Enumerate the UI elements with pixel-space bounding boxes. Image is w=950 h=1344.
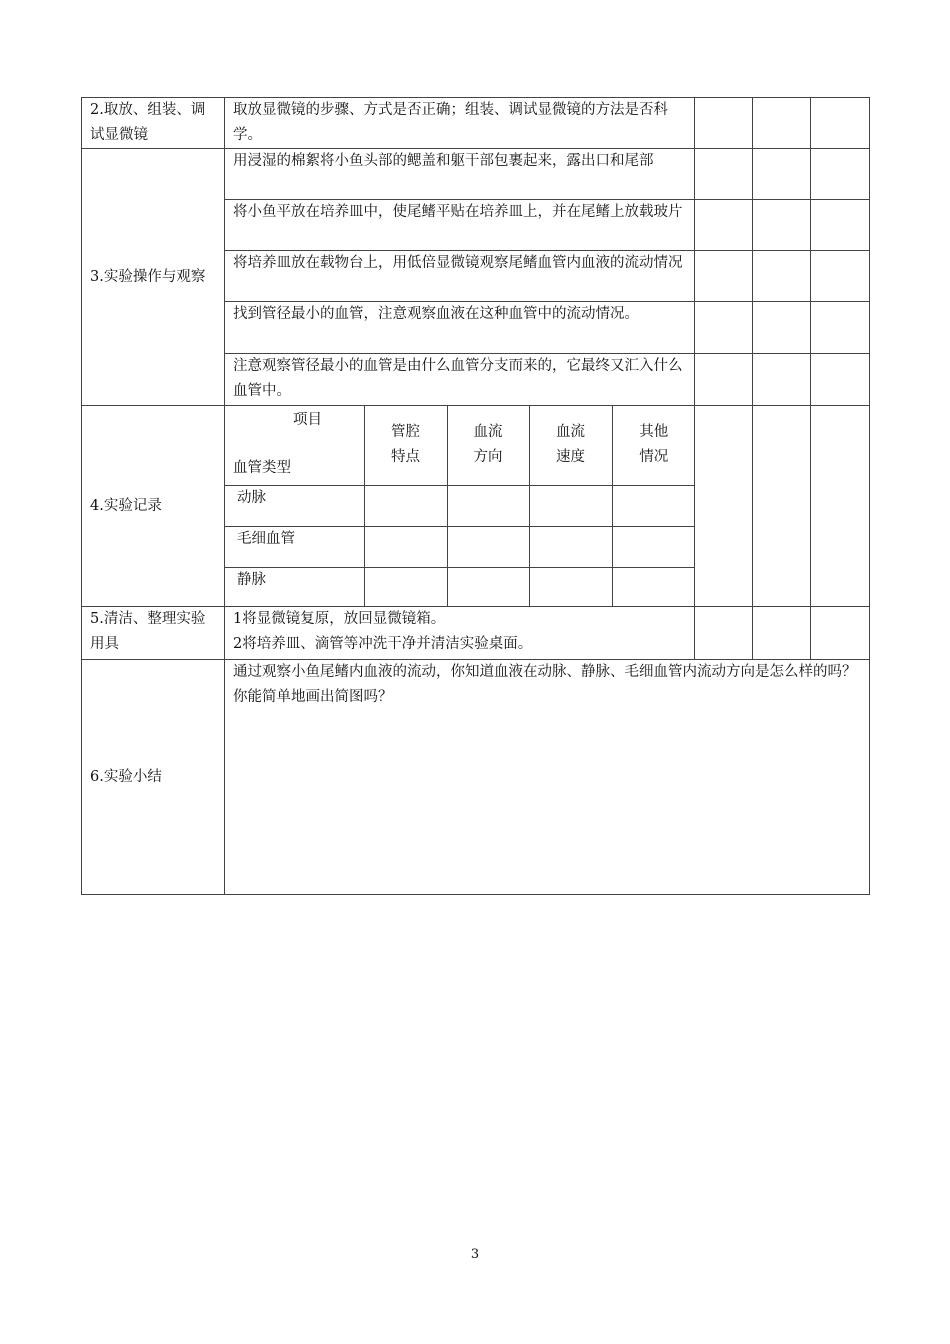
score-cell — [811, 98, 870, 149]
section-label-6: 6.实验小结 — [82, 660, 225, 895]
score-cell — [753, 149, 811, 200]
criteria-text: 将小鱼平放在培养皿中，使尾鳍平贴在培养皿上，并在尾鳍上放载玻片 — [225, 200, 695, 251]
record-input-cell[interactable] — [612, 567, 695, 606]
cleanup-step-1: 1将显微镜复原，放回显微镜箱。 — [233, 611, 446, 627]
score-cell — [695, 149, 753, 200]
score-cell — [753, 98, 811, 149]
record-cell — [225, 406, 695, 607]
score-cell — [695, 200, 753, 251]
row-microscope-handling — [82, 98, 870, 149]
row-operation-1 — [82, 149, 870, 200]
record-row-vein — [225, 567, 695, 606]
record-input-cell[interactable] — [447, 485, 529, 526]
experiment-evaluation-table — [81, 97, 870, 895]
score-cell — [753, 302, 811, 354]
record-diagonal-header — [225, 406, 364, 485]
score-cell — [695, 607, 753, 660]
score-cell — [695, 406, 753, 607]
record-row-capillary — [225, 526, 695, 567]
record-input-cell[interactable] — [529, 526, 612, 567]
score-cell — [753, 251, 811, 302]
score-cell — [811, 149, 870, 200]
criteria-text: 将培养皿放在载物台上，用低倍显微镜观察尾鳍血管内血液的流动情况 — [225, 251, 695, 302]
section-label-3: 3.实验操作与观察 — [82, 149, 225, 406]
section-label-5: 5.清洁、整理实验用具 — [82, 607, 225, 660]
criteria-text: 用浸湿的棉絮将小鱼头部的鳃盖和躯干部包裹起来，露出口和尾部 — [225, 149, 695, 200]
score-cell — [695, 98, 753, 149]
record-input-cell[interactable] — [364, 526, 447, 567]
score-cell — [811, 302, 870, 354]
criteria-text: 找到管径最小的血管，注意观察血液在这种血管中的流动情况。 — [225, 302, 695, 354]
section-label-4: 4.实验记录 — [82, 406, 225, 607]
score-cell — [695, 354, 753, 406]
header-vessel-type-label: 血管类型 — [233, 460, 291, 477]
row-summary — [82, 660, 870, 895]
column-header: 管腔特点 — [364, 406, 447, 485]
summary-question[interactable]: 通过观察小鱼尾鳍内血液的流动，你知道血液在动脉、静脉、毛细血管内流动方向是怎么样的吗？你能简单地画出简图吗？ — [225, 660, 870, 895]
cleanup-step-2: 2将培养皿、滴管等冲洗干净并清洁实验桌面。 — [233, 636, 533, 652]
record-input-cell[interactable] — [364, 485, 447, 526]
record-input-cell[interactable] — [447, 567, 529, 606]
vessel-label: 毛细血管 — [225, 526, 364, 567]
score-cell — [811, 200, 870, 251]
row-record — [82, 406, 870, 607]
vessel-label: 静脉 — [225, 567, 364, 606]
score-cell — [811, 354, 870, 406]
record-header-row — [225, 406, 695, 485]
score-cell — [753, 607, 811, 660]
record-input-cell[interactable] — [529, 485, 612, 526]
record-input-cell[interactable] — [447, 526, 529, 567]
criteria-text — [225, 607, 695, 660]
record-input-cell[interactable] — [612, 485, 695, 526]
page-number: 3 — [470, 1247, 480, 1262]
record-input-cell[interactable] — [529, 567, 612, 606]
record-table — [225, 406, 695, 606]
row-cleanup — [82, 607, 870, 660]
section-label-2: 2.取放、组装、调试显微镜 — [82, 98, 225, 149]
criteria-text: 注意观察管径最小的血管是由什么血管分支而来的，它最终又汇入什么血管中。 — [225, 354, 695, 406]
header-item-label: 项目 — [293, 412, 322, 429]
column-header: 其他情况 — [612, 406, 695, 485]
record-input-cell[interactable] — [364, 567, 447, 606]
score-cell — [753, 406, 811, 607]
score-cell — [695, 302, 753, 354]
score-cell — [753, 354, 811, 406]
record-row-artery — [225, 485, 695, 526]
criteria-text: 取放显微镜的步骤、方式是否正确；组装、调试显微镜的方法是否科学。 — [225, 98, 695, 149]
column-header: 血流方向 — [447, 406, 529, 485]
score-cell — [753, 200, 811, 251]
score-cell — [811, 607, 870, 660]
score-cell — [811, 251, 870, 302]
score-cell — [811, 406, 870, 607]
vessel-label: 动脉 — [225, 485, 364, 526]
column-header: 血流速度 — [529, 406, 612, 485]
record-input-cell[interactable] — [612, 526, 695, 567]
score-cell — [695, 251, 753, 302]
